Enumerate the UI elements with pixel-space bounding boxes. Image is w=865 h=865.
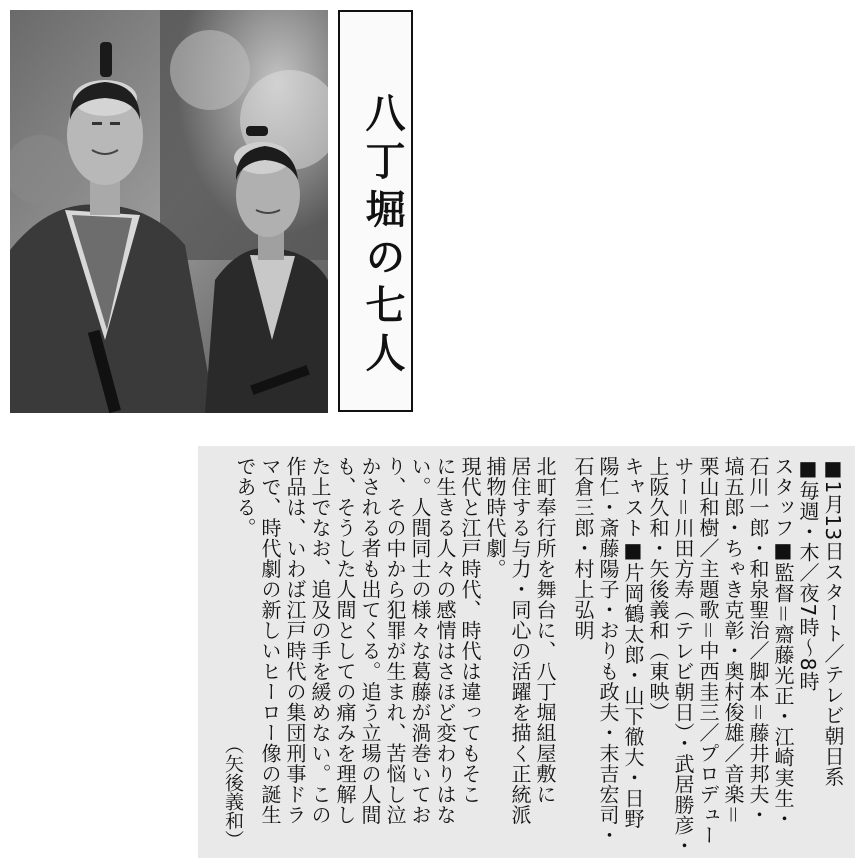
body-line: り、その中から犯罪が生まれ、苦悩し泣 [383,456,407,825]
credit-line: ■1月13日スタート／テレビ朝日系 [821,456,845,787]
credit-line: 石川一郎・和泉聖治／脚本＝藤井邦夫・ [746,456,770,825]
credit-line: キャスト■片岡鶴太郎・山下徹大・日野 [621,456,645,829]
body-line: 居住する与力・同心の活躍を描く正統派 [508,456,532,825]
credit-line: ■毎週・木／夜7時～8時 [796,456,820,692]
credit-line: 上阪久和・矢後義和（東映） [646,456,670,723]
credit-line: 塙五郎・ちゃき克彰・奥村俊雄／音楽＝ [721,456,745,825]
body-line: かされる者も出てくる。追う立場の人間 [358,456,382,825]
two-samurai-photo-icon [10,10,328,413]
article-panel [198,446,855,858]
credit-line: 石倉三郎・村上弘明 [571,456,595,641]
body-line: た上でなお、追及の手を緩めない。この [308,456,332,825]
body-line: に生きる人々の感情はさほど変わりはな [433,456,457,825]
program-title: 八丁堀の七人 [359,92,406,380]
credit-line: サー＝川田方寿（テレビ朝日）・武居勝彦・ [671,456,695,856]
body-line: 北町奉行所を舞台に、八丁堀組屋敷に [533,456,557,805]
author-credit: （矢後義和） [222,735,244,849]
body-line: い。人間同士の様々な葛藤が渦巻いてお [408,456,432,825]
body-line: である。 [233,456,257,538]
body-line: 捕物時代劇。 [483,456,507,579]
body-line: 作品は、いわば江戸時代の集団刑事ドラ [283,456,307,825]
body-line: 現代と江戸時代、時代は違ってもそこ [458,456,482,805]
credit-line: 陽仁・斎藤陽子・おりも政夫・末吉宏司・ [596,456,620,846]
body-line: マで、時代劇の新しいヒーロー像の誕生 [258,456,282,825]
credit-line: スタッフ■監督＝齋藤光正・江崎実生・ [771,456,795,829]
body-line: も、そうした人間としての痛みを理解し [333,456,357,825]
title-box [338,10,413,412]
credit-line: 栗山和樹／主題歌＝中西圭三／プロデュー [696,456,720,846]
cast-photo [10,10,328,413]
